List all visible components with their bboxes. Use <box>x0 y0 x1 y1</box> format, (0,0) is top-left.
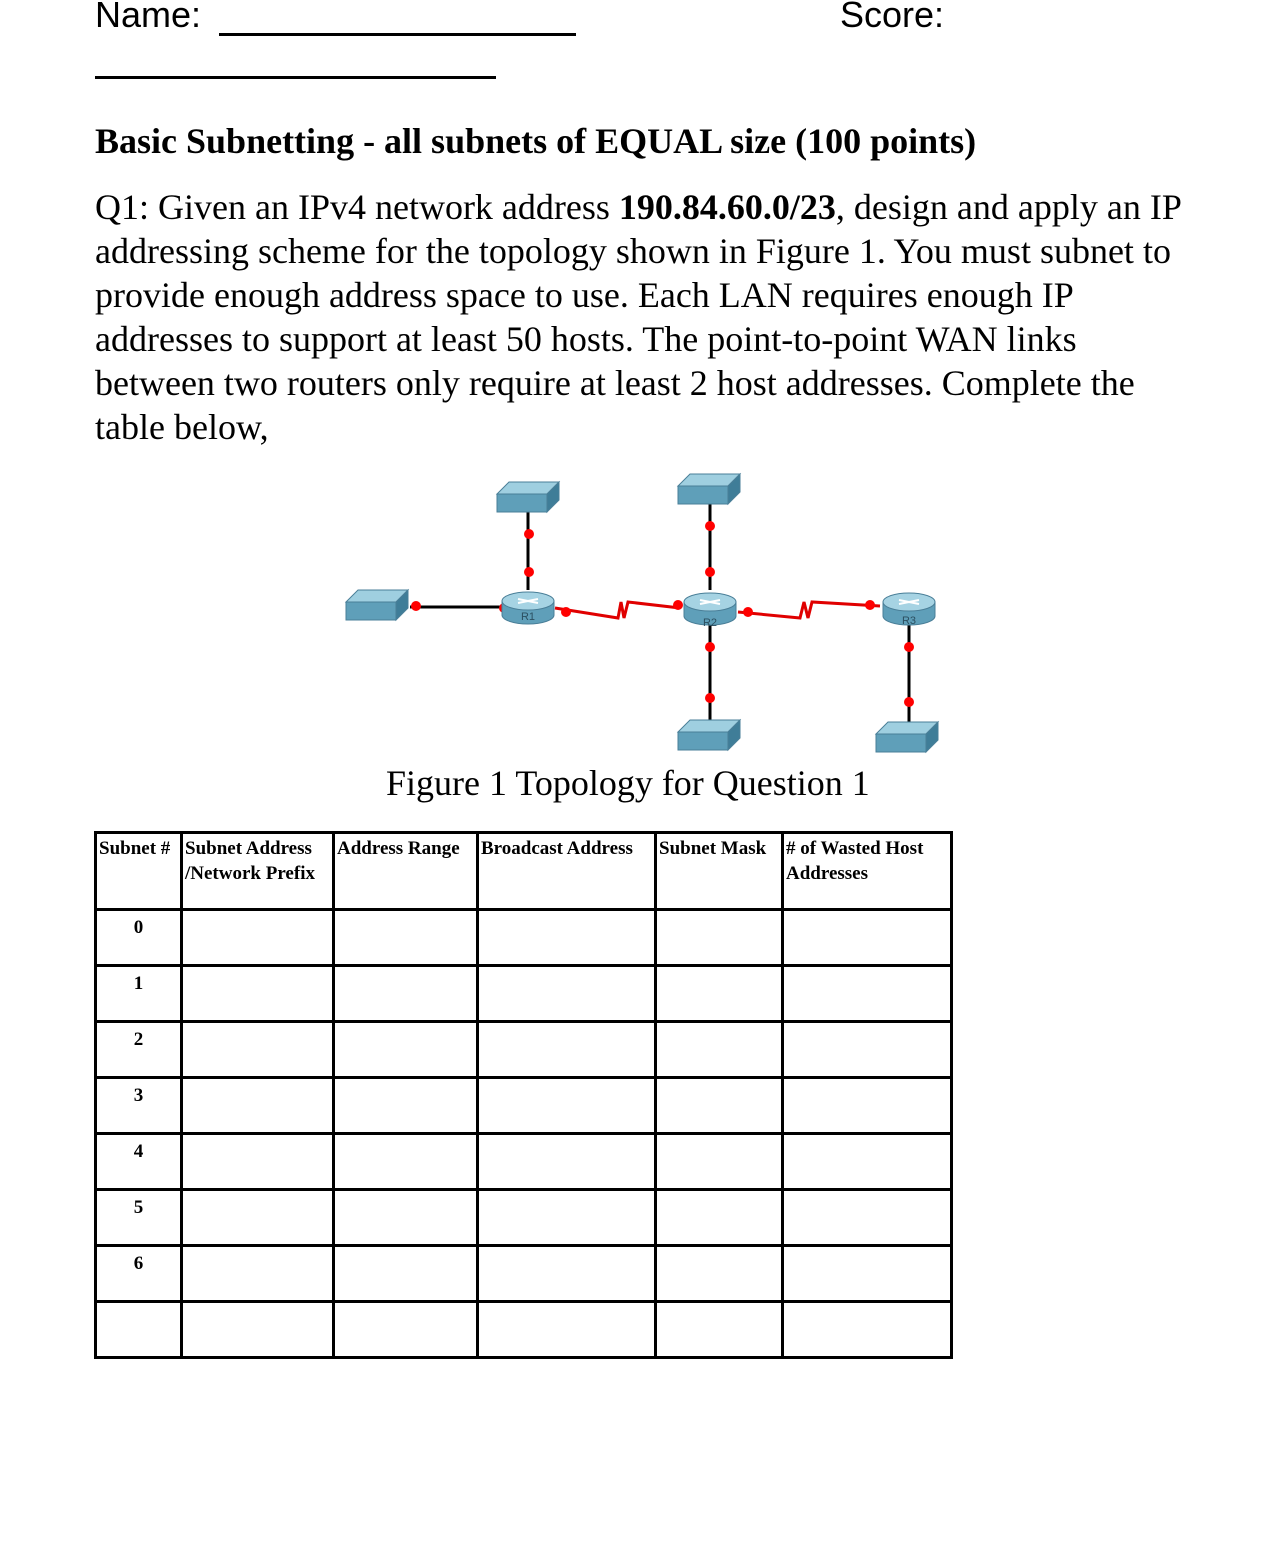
cell-subnet-address[interactable] <box>182 1134 334 1190</box>
switch-r2-bottom <box>678 720 740 750</box>
cell-wasted-hosts[interactable] <box>783 966 952 1022</box>
switch-r2-top <box>678 474 740 504</box>
score-blank-line[interactable] <box>95 76 496 79</box>
port-dot <box>705 567 715 577</box>
switch-r3-bottom <box>876 722 938 752</box>
header-broadcast-address: Broadcast Address <box>478 833 656 910</box>
cell-address-range[interactable] <box>334 1190 478 1246</box>
cell-wasted-hosts[interactable] <box>783 1190 952 1246</box>
question-text <box>95 185 1205 449</box>
port-dot <box>673 600 683 610</box>
subnet-number: 2 <box>96 1022 182 1078</box>
table-row <box>96 1078 952 1134</box>
topology-diagram <box>330 462 970 762</box>
cell-subnet-mask[interactable] <box>656 1078 783 1134</box>
cell-wasted-hosts[interactable] <box>783 910 952 966</box>
router-r3 <box>883 593 935 627</box>
cell-subnet-mask[interactable] <box>656 1022 783 1078</box>
cell-subnet-mask[interactable] <box>656 1134 783 1190</box>
subnet-number: 4 <box>96 1134 182 1190</box>
router-label-r3: R3 <box>901 615 917 627</box>
subnet-number[interactable] <box>96 1302 182 1358</box>
subnet-number: 5 <box>96 1190 182 1246</box>
cell-subnet-mask[interactable] <box>656 910 783 966</box>
port-dot <box>904 642 914 652</box>
subnet-number: 3 <box>96 1078 182 1134</box>
port-dot <box>865 600 875 610</box>
cell-subnet-mask[interactable] <box>656 966 783 1022</box>
port-dot <box>411 601 421 611</box>
cell-wasted-hosts[interactable] <box>783 1246 952 1302</box>
cell-subnet-mask[interactable] <box>656 1190 783 1246</box>
figure-caption: Figure 1 Topology for Question 1 <box>386 763 870 803</box>
cell-broadcast-address[interactable] <box>478 1302 656 1358</box>
cell-address-range[interactable] <box>334 966 478 1022</box>
cell-subnet-address[interactable] <box>182 1078 334 1134</box>
header-subnet-address: Subnet Address /Network Prefix <box>182 833 334 910</box>
cell-broadcast-address[interactable] <box>478 1246 656 1302</box>
table-row <box>96 966 952 1022</box>
port-dot <box>705 693 715 703</box>
cell-subnet-mask[interactable] <box>656 1246 783 1302</box>
header-wasted-hosts: # of Wasted Host Addresses <box>783 833 952 910</box>
question-part-1: Q1: Given an IPv4 network address <box>95 187 619 227</box>
table-header-row <box>96 833 952 910</box>
cell-address-range[interactable] <box>334 1246 478 1302</box>
router-r1 <box>502 592 554 624</box>
table-row <box>96 1134 952 1190</box>
cell-wasted-hosts[interactable] <box>783 1078 952 1134</box>
cell-subnet-mask[interactable] <box>656 1302 783 1358</box>
cell-subnet-address[interactable] <box>182 1190 334 1246</box>
cell-address-range[interactable] <box>334 1134 478 1190</box>
table-row <box>96 1302 952 1358</box>
table-row <box>96 1190 952 1246</box>
header-address-range: Address Range <box>334 833 478 910</box>
cell-broadcast-address[interactable] <box>478 1190 656 1246</box>
table-row <box>96 1246 952 1302</box>
router-label-r1: R1 <box>520 611 536 623</box>
network-address: 190.84.60.0/23 <box>618 187 836 227</box>
cell-broadcast-address[interactable] <box>478 1022 656 1078</box>
cell-address-range[interactable] <box>334 1022 478 1078</box>
cell-address-range[interactable] <box>334 1302 478 1358</box>
name-blank-line[interactable] <box>219 33 576 36</box>
port-dot <box>705 642 715 652</box>
switch-left <box>346 590 408 620</box>
table-row <box>96 1022 952 1078</box>
score-label: Score: <box>840 0 945 35</box>
header-subnet-number: Subnet # <box>96 833 182 910</box>
port-indicators <box>411 521 917 707</box>
name-label: Name: <box>95 0 202 35</box>
question-part-2: , design and apply an IP addressing scheme for the topology shown in Figure 1. You must subnet to provide enough address space to use. Each LAN requires enough IP addresses to support at least 50 hosts. The point-to-point WAN links between two routers only require at least 2 host addresses. Complete the table below, <box>95 187 1181 447</box>
port-dot <box>705 521 715 531</box>
port-dot <box>561 607 571 617</box>
router-r2 <box>684 593 736 629</box>
cell-subnet-address[interactable] <box>182 966 334 1022</box>
cell-wasted-hosts[interactable] <box>783 1302 952 1358</box>
cell-broadcast-address[interactable] <box>478 966 656 1022</box>
port-dot <box>904 697 914 707</box>
subnet-number: 0 <box>96 910 182 966</box>
port-dot <box>743 607 753 617</box>
cell-wasted-hosts[interactable] <box>783 1022 952 1078</box>
cell-subnet-address[interactable] <box>182 1246 334 1302</box>
cell-wasted-hosts[interactable] <box>783 1134 952 1190</box>
subnet-number: 1 <box>96 966 182 1022</box>
switch-r1-top <box>497 482 559 512</box>
router-label-r2: R2 <box>702 617 718 629</box>
cell-address-range[interactable] <box>334 1078 478 1134</box>
cell-address-range[interactable] <box>334 910 478 966</box>
cell-broadcast-address[interactable] <box>478 910 656 966</box>
table-row <box>96 910 952 966</box>
subnet-table <box>94 831 953 1359</box>
worksheet-title: Basic Subnetting - all subnets of EQUAL size (100 points) <box>95 121 977 161</box>
cell-broadcast-address[interactable] <box>478 1134 656 1190</box>
port-dot <box>524 567 534 577</box>
subnet-number: 6 <box>96 1246 182 1302</box>
cell-broadcast-address[interactable] <box>478 1078 656 1134</box>
wan-r1-r2 <box>555 602 680 618</box>
cell-subnet-address[interactable] <box>182 1302 334 1358</box>
port-dot <box>524 529 534 539</box>
header-subnet-mask: Subnet Mask <box>656 833 783 910</box>
wan-r2-r3 <box>738 602 880 618</box>
ethernet-links <box>410 492 909 732</box>
cell-subnet-address[interactable] <box>182 910 334 966</box>
cell-subnet-address[interactable] <box>182 1022 334 1078</box>
